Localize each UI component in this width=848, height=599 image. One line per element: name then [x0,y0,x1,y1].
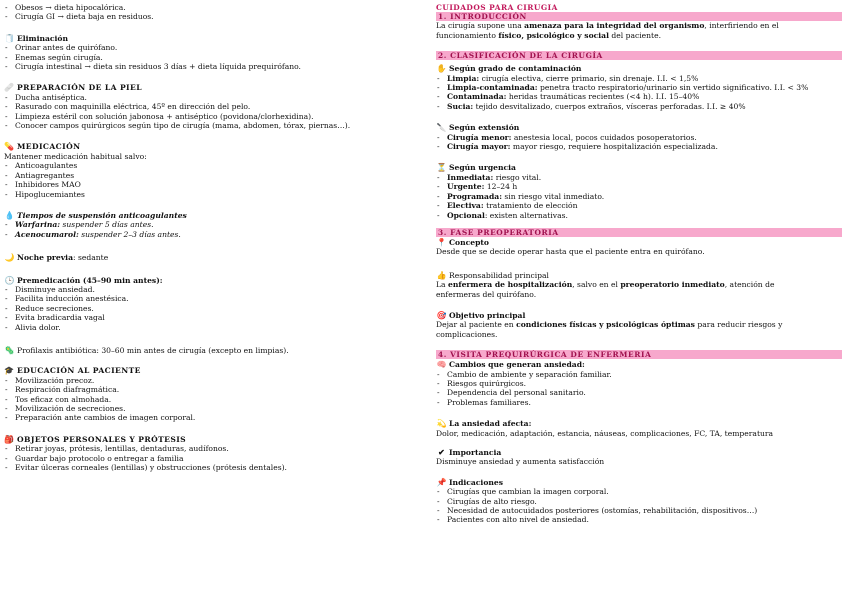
bold-text: amenaza para la integridad del organismo [524,21,705,31]
extension-heading [436,123,842,132]
term: Programada: [447,191,502,201]
hand-icon: ✋ [436,63,447,74]
hourglass-icon: ⏳ [436,162,447,173]
section-title: Importancia [449,448,502,457]
list-item: - Limpieza estéril con solución jabonosa + antiséptico (povidona/clorhexidina). [4,112,414,121]
list-item: - Rasurado con maquinilla eléctrica, 45º en dirección del pelo. [4,102,414,111]
suspension-section [4,211,414,239]
text: Dejar al paciente en [436,320,517,330]
drug-name: Acenocumarol: [15,229,79,239]
list-item: - Riesgos quirúrgicos. [436,379,842,388]
list-item [436,192,842,201]
text: La cirugía supone una [436,21,525,31]
objetivo-line-1 [436,320,842,329]
blood-drop-icon: 💧 [4,209,15,220]
eliminacion-heading [4,34,414,43]
list-item: - Cirugía intestinal → dieta sin residuos 3 días + dieta líquida prequirófano. [4,62,414,71]
term: Contaminada: [447,92,507,102]
afecta-text: Dolor, medicación, adaptación, estancia, náuseas, complicaciones, FC, TA, temperatura [436,428,774,438]
list-item: - Dependencia del personal sanitario. [436,388,842,397]
list-item [436,173,842,182]
section-title: Premedicación (45–90 min antes): [17,275,163,285]
list-item: - Pacientes con alto nivel de ansiedad. [436,515,842,524]
intro-line-1 [436,21,842,30]
extension-list [436,133,842,152]
section-bar-preoperatoria: 3. FASE PREOPERATORIA [436,228,842,237]
objetivo-line-2: complicaciones. [436,329,498,339]
suspension-list [4,220,414,239]
medicacion-list [4,161,414,199]
indicaciones-list [436,487,842,525]
list-item: - Cirugías que cambian la imagen corporal. [436,487,842,496]
definition: sin riesgo vital inmediato. [502,191,605,201]
bold-text: enfermera de hospitalización [447,280,573,290]
term: Opcional [447,210,485,220]
microbe-icon: 🦠 [4,345,15,355]
cambios-list [436,370,842,408]
list-item: - Orinar antes de quirófano. [4,43,414,52]
concepto-heading [436,238,842,247]
pill-icon: 💊 [4,141,15,152]
urgencia-list [436,173,842,220]
piel-section [4,83,414,130]
section-title: Indicaciones [449,477,504,487]
section-title: Según urgencia [449,163,516,173]
clock-icon: 🕒 [4,274,15,285]
section-title: MEDICACIÓN [17,142,81,152]
list-item: - Reduce secreciones. [4,304,414,313]
section-title: Según grado de contaminación [449,64,582,74]
extension-section [436,123,842,151]
profilaxis [4,346,414,355]
list-item: - Alivia dolor. [4,323,414,332]
section-title: La ansiedad afecta: [449,419,532,429]
section-title: Según extensión [449,123,520,133]
diet-list [4,3,414,22]
thumbs-up-icon: 👍 [436,270,447,280]
list-item: - Movilización precoz. [4,376,414,385]
list-item: - Necesidad de autocuidados posteriores (ostomías, rehabilitación, dispositivos…) [436,506,842,515]
responsabilidad-section [436,271,842,299]
list-item [436,211,842,220]
graduation-cap-icon: 🎓 [4,365,15,376]
list-item: - Cirugías de alto riesgo. [436,497,842,506]
list-item: - Respiración diafragmática. [4,385,414,394]
pushpin-icon: 📌 [436,476,447,487]
cambios-heading [436,360,842,369]
medicacion-intro: Mantener medicación habitual salvo: [4,151,147,161]
premedicacion-heading [4,276,414,285]
list-item [4,230,414,239]
term: Urgente: [447,182,485,192]
medicacion-section [4,142,414,198]
list-item: - Cirugía GI → dieta baja en residuos. [4,12,414,21]
noche-previa-line [4,253,414,262]
list-item: - Evita bradicardia vagal [4,313,414,322]
term: Sucia: [447,101,474,111]
educacion-heading [4,366,414,375]
list-item: - Tos eficaz con almohada. [4,395,414,404]
list-item: - Anticoagulantes [4,161,414,170]
list-item [436,133,842,142]
definition: anestesia local, pocos cuidados posoperatorios. [511,132,697,142]
list-item [436,92,842,101]
text: , interfiriendo en el [704,21,779,31]
list-item: - Retirar joyas, prótesis, lentillas, dentaduras, audífonos. [4,444,414,453]
concepto-section [436,238,842,257]
pin-icon: 📍 [436,236,447,247]
brain-icon: 🧠 [436,359,447,370]
drug-name: Warfarina: [15,220,61,230]
list-item: - Conocer campos quirúrgicos según tipo de cirugía (mama, abdomen, tórax, piernas…). [4,121,414,130]
list-item: - Ducha antiséptica. [4,93,414,102]
scalpel-icon: 🔪 [436,122,447,133]
responsabilidad-line-1 [436,280,842,289]
objetos-heading [4,435,414,444]
definition: tratamiento de elección [483,201,578,211]
definition: mayor riesgo, requiere hospitalización especializada. [510,142,718,152]
term: Limpia: [447,73,480,83]
value: : sedante [73,253,109,263]
premedicacion-section [4,276,414,332]
text: La [436,280,448,290]
definition: penetra tracto respiratorio/urinario sin vertido significativo. I.I. < 3% [537,83,809,93]
educacion-section [4,366,414,422]
list-item: - Disminuye ansiedad. [4,285,414,294]
objetos-section [4,435,414,473]
list-item [436,142,842,151]
list-item [436,74,842,83]
bandage-icon: 🩹 [4,82,15,93]
section-title: Responsabilidad principal [449,270,549,280]
check-icon: ✔ [438,447,445,457]
afecta-heading [436,419,842,428]
definition: cirugía electiva, cierre primario, sin drenaje. I.I. < 1,5% [479,73,699,83]
eliminacion-section [4,34,414,72]
section-title: Cambios que generan ansiedad: [449,360,585,370]
list-item: - Movilización de secreciones. [4,404,414,413]
indicaciones-heading [436,478,842,487]
profilaxis-text: Profilaxis antibiótica: 30–60 min antes de cirugía (excepto en limpias). [17,345,289,355]
list-item: - Enemas según cirugía. [4,53,414,62]
list-item [436,182,842,191]
objetivo-section [436,311,842,339]
drug-detail: suspender 2–3 días antes. [78,229,181,239]
page-title: CUIDADOS PARA CIRUGIA [436,3,558,12]
piel-list [4,93,414,131]
section-title: Concepto [449,237,489,247]
text: funcionamiento [436,30,499,40]
text: , atención de [724,280,775,290]
list-item: - Problemas familiares. [436,398,842,407]
section-title: EDUCACIÓN AL PACIENTE [17,366,141,376]
list-item [436,102,842,111]
objetos-list [4,444,414,472]
definition: riesgo vital. [493,172,542,182]
urgencia-section [436,163,842,219]
intro-line-2 [436,31,842,40]
premedicacion-list [4,285,414,332]
bold-text: físico, psicológico y social [498,30,609,40]
importancia-heading [436,448,842,457]
list-item [436,83,842,92]
term: Inmediata: [447,172,494,182]
contaminacion-section [436,64,842,111]
list-item: - Inhibidores MAO [4,180,414,189]
educacion-list [4,376,414,423]
target-icon: 🎯 [436,309,447,320]
list-item: - Evitar úlceras corneales (lentillas) y obstrucciones (prótesis dentales). [4,463,414,472]
concepto-text: Desde que se decide operar hasta que el paciente entra en quirófano. [436,247,705,257]
list-item [4,220,414,229]
noche-previa [4,253,414,262]
contaminacion-list [436,74,842,112]
text: , salvo en el [572,280,621,290]
definition: 12–24 h [484,182,518,192]
backpack-icon: 🎒 [4,433,15,444]
section-title: Tiempos de suspensión anticoagulantes [17,210,187,220]
toilet-paper-icon: 🧻 [4,32,15,43]
urgencia-heading [436,163,842,172]
contaminacion-heading [436,64,842,73]
section-bar-clasificacion: 2. CLASIFICACIÓN DE LA CIRUGÍA [436,51,842,60]
bold-text: condiciones físicas y psicológicas óptimas [516,320,695,330]
objetivo-heading [436,311,842,320]
list-item: - Obesos → dieta hipocalórica. [4,3,414,12]
definition: heridas traumáticas recientes (<4 h). I.I. 15–40% [506,92,700,102]
list-item: - Facilita inducción anestésica. [4,294,414,303]
term: Electiva: [447,201,484,211]
list-item [436,201,842,210]
section-title: PREPARACIÓN DE LA PIEL [17,83,142,93]
drug-detail: suspender 5 días antes. [60,220,154,230]
afecta-section [436,419,842,438]
term: Limpia-contaminada: [447,83,538,93]
cambios-section [436,360,842,407]
list-item: - Preparación ante cambios de imagen corporal. [4,413,414,422]
section-title: OBJETOS PERSONALES Y PRÓTESIS [17,434,187,444]
section-title: Eliminación [17,33,69,43]
list-item: - Antiagregantes [4,171,414,180]
profilaxis-line [4,346,414,355]
section-bar-introduccion: 1. INTRODUCCIÓN [436,12,842,21]
list-item: - Hipoglucemiantes [4,190,414,199]
term: Cirugía menor: [447,132,512,142]
responsabilidad-line-2: enfermeras del quirófano. [436,289,537,299]
dizzy-icon: 💫 [436,418,447,429]
importancia-text: Disminuye ansiedad y aumenta satisfacción [436,457,605,467]
moon-icon: 🌙 [4,253,15,263]
left-column [4,3,414,472]
definition: tejido desvitalizado, cuerpos extraños, vísceras perforadas. I.I. ≥ 40% [473,101,746,111]
text: del paciente. [608,30,661,40]
definition: : existen alternativas. [484,210,568,220]
section-bar-visita: 4. VISITA PREQUIRÚRGICA DE ENFERMERIA [436,350,842,359]
responsabilidad-heading [436,271,842,280]
right-column [436,3,842,525]
importancia-section [436,448,842,467]
term: Cirugía mayor: [447,142,511,152]
list-item: - Cambio de ambiente y separación familiar. [436,370,842,379]
eliminacion-list [4,43,414,71]
bold-text: preoperatorio inmediato [620,280,725,290]
section-title: Objetivo principal [449,310,526,320]
text: para reducir riesgos y [694,320,783,330]
indicaciones-section [436,478,842,525]
label: Noche previa [17,253,73,263]
list-item: - Guardar bajo protocolo o entregar a familia [4,454,414,463]
medicacion-heading [4,142,414,151]
piel-heading [4,83,414,92]
suspension-heading [4,211,414,220]
